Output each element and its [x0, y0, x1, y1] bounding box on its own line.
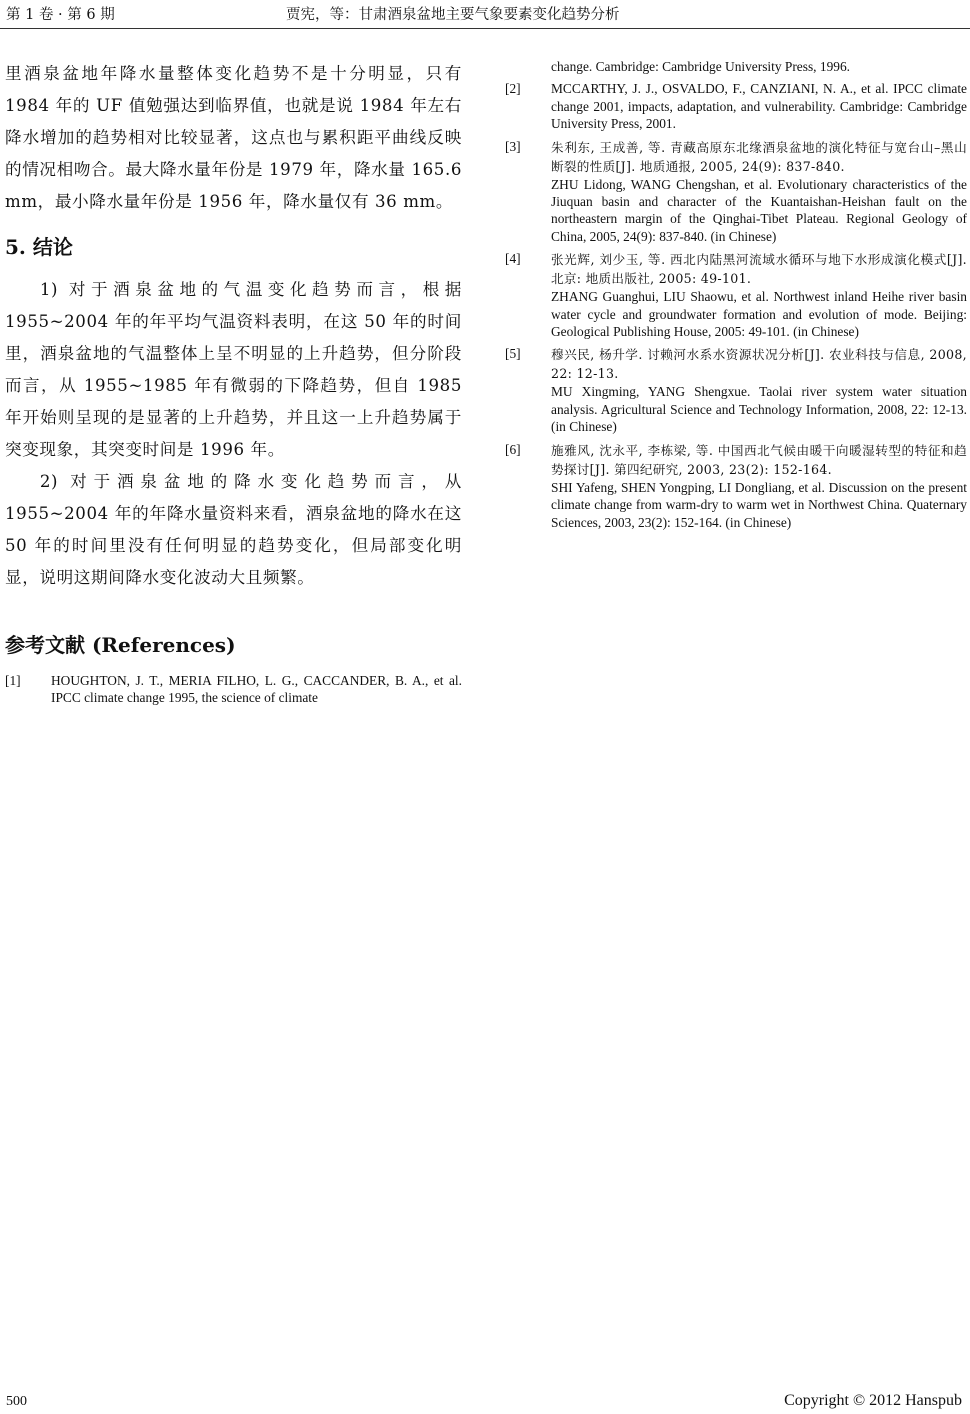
reference-6 [505, 441, 967, 531]
reference-number: [6] [505, 441, 521, 457]
reference-number: [4] [505, 251, 521, 267]
references-heading: 参考文献 (References) [5, 633, 236, 657]
reference-number: [3] [505, 138, 521, 154]
journal-issue: 第 1 卷 · 第 6 期 [6, 7, 115, 23]
reference-2 [505, 80, 967, 132]
reference-1 [5, 672, 462, 707]
reference-number: [2] [505, 81, 521, 97]
right-column [505, 58, 967, 536]
section-heading-conclusion: 5. 结论 [5, 235, 73, 259]
reference-text-zh: 朱利东, 王成善, 等. 青藏高原东北缘酒泉盆地的演化特征与宽台山–黑山断裂的性质[J]. 地质通报, 2005, 24(9): 837-840. [551, 139, 967, 174]
running-header [0, 0, 970, 29]
reference-number: [5] [505, 346, 521, 362]
page-number: 500 [6, 1394, 27, 1409]
reference-text-en: MCCARTHY, J. J., OSVALDO, F., CANZIANI, N. A., et al. IPCC climate change 2001, impacts, adaptation, and vulnerability. Cambridge: Cambridge University Press, 2001. [551, 81, 967, 132]
left-column [5, 58, 462, 712]
reference-text-zh: 张光辉, 刘少玉, 等. 西北内陆黑河流域水循环与地下水形成演化模式[J]. 北京: 地质出版社, 2005: 49-101. [551, 252, 967, 287]
reference-text-en: ZHANG Guanghui, LIU Shaowu, et al. Northwest inland Heihe river basin water cycle and groundwater formation and evolution of mode. Beijing: Geological Publishing House, 2005: 49-101. (in Chinese) [551, 289, 967, 340]
reference-text: HOUGHTON, J. T., MERIA FILHO, L. G., CACCANDER, B. A., et al. IPCC climate change 1995, the science of climate [51, 673, 462, 706]
reference-text-en: SHI Yafeng, SHEN Yongping, LI Dongliang, et al. Discussion on the present climate change from warm-dry to warm wet in Northwest China. Quaternary Sciences, 2003, 23(2): 152-164. (in Chinese) [551, 479, 967, 530]
reference-5 [505, 345, 967, 435]
conclusion-paragraph-2: 2) 对于酒泉盆地的降水变化趋势而言，从 1955~2004 年的年降水量资料来看，酒泉盆地的降水在这 50 年的时间里没有任何明显的趋势变化，但局部变化明显，说明这期间降水变化波动大且频繁。 [5, 472, 462, 587]
reference-text-zh: 穆兴民, 杨升学. 讨赖河水系水资源状况分析[J]. 农业科技与信息, 2008, 22: 12-13. [551, 347, 967, 382]
reference-text-en: ZHU Lidong, WANG Chengshan, et al. Evolutionary characteristics of the Jiuquan basin and character of the Kuantaishan-Heishan fault on the northeastern margin of the Qinghai-Tibet Plateau. Regional Geology of China, 2005, 24(9): 837-840. (in Chinese) [551, 176, 967, 244]
article-short-title: 贾宪，等：甘肃酒泉盆地主要气象要素变化趋势分析 [286, 7, 620, 23]
intro-paragraph: 里酒泉盆地年降水量整体变化趋势不是十分明显，只有 1984 年的 UF 值勉强达到临界值，也就是说 1984 年左右降水增加的趋势相对比较显著，这点也与累积距平曲线反映的情况相吻合。最大降水量年份是 1979 年，降水量 165.6 mm，最小降水量年份是 1956 年，降水量仅有 36 mm。 [5, 64, 462, 211]
reference-1-continuation: change. Cambridge: Cambridge University Press, 1996. [551, 59, 851, 74]
reference-4 [505, 250, 967, 340]
copyright-notice: Copyright © 2012 Hanspub [784, 1392, 962, 1409]
reference-list [505, 80, 967, 531]
reference-text-zh: 施雅风, 沈永平, 李栋梁, 等. 中国西北气候由暖干向暖湿转型的特征和趋势探讨[J]. 第四纪研究, 2003, 23(2): 152-164. [551, 442, 967, 477]
conclusion-paragraph-1: 1) 对于酒泉盆地的气温变化趋势而言，根据 1955~2004 年的年平均气温资料表明，在这 50 年的时间里，酒泉盆地的气温整体上呈不明显的上升趋势，但分阶段而言，从 1955~1985 年有微弱的下降趋势，但自 1985 年开始则呈现的是显著的上升趋势，并且这一上升趋势属于突变现象，其突变时间是 1996 年。 [5, 280, 462, 459]
reference-text-en: MU Xingming, YANG Shengxue. Taolai river system water situation analysis. Agricultural Science and Technology Information, 2008, 22: 12-13. (in Chinese) [551, 384, 967, 435]
reference-3 [505, 138, 967, 246]
reference-number: [1] [5, 673, 21, 688]
